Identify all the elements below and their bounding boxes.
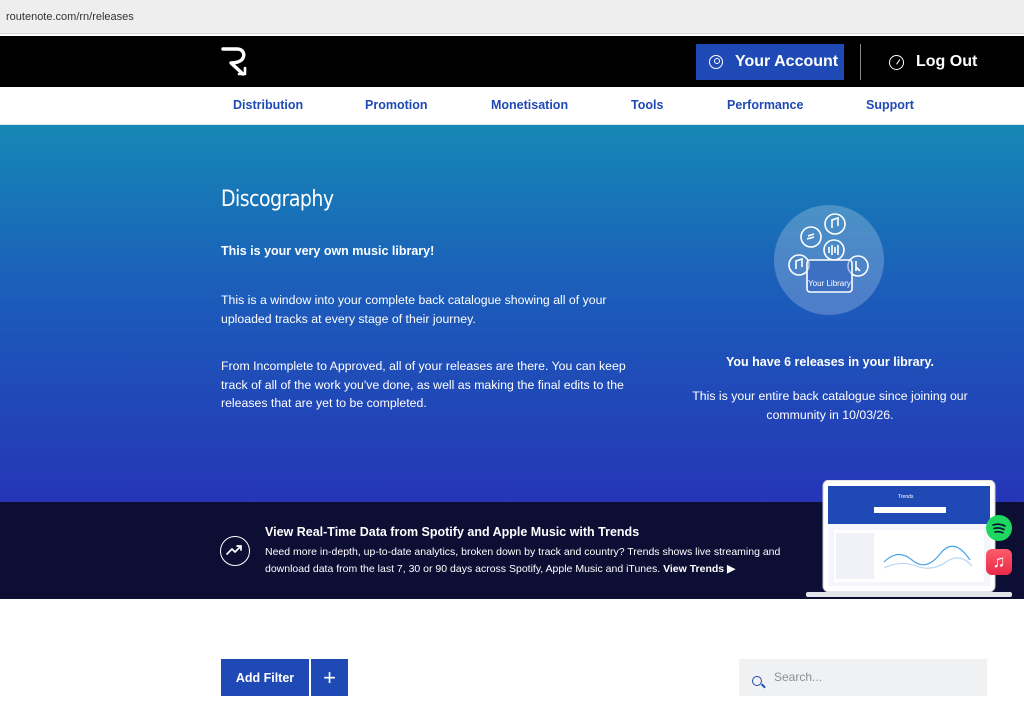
nav-item-performance[interactable]: Performance xyxy=(727,98,804,112)
catalogue-since-text: This is your entire back catalogue since joining our community in 10/03/26. xyxy=(692,389,968,422)
apple-music-icon: ♫ xyxy=(986,549,1012,575)
add-filter-plus-button[interactable]: + xyxy=(311,659,348,696)
your-account-button[interactable] xyxy=(696,44,844,80)
hero-paragraph-2: From Incomplete to Approved, all of your releases are there. You can keep track of all of the work you've done, as well as making the final edits to the releases that are yet to be completed. xyxy=(221,359,626,410)
spotify-icon xyxy=(986,515,1012,541)
view-trends-label: View Trends xyxy=(663,563,725,575)
release-count-text: You have 6 releases in your library. xyxy=(726,355,934,369)
nav-item-tools[interactable]: Tools xyxy=(631,98,664,112)
hero-paragraph-1: This is a window into your complete back catalogue showing all of your uploaded tracks at every stage of their journey. xyxy=(221,293,607,326)
main-nav xyxy=(0,87,1024,125)
search-input[interactable] xyxy=(774,667,974,687)
add-filter-button[interactable]: Add Filter xyxy=(221,659,309,696)
search-box[interactable] xyxy=(739,659,987,696)
trends-body: Need more in-depth, up-to-date analytics, broken down by track and country? Trends shows live streaming and download data from the last 7, 30 or 90 days across Spotify, Apple Music and iTunes. xyxy=(265,546,781,575)
trends-description xyxy=(265,544,795,578)
nav-item-distribution[interactable]: Distribution xyxy=(233,98,304,112)
trends-banner[interactable] xyxy=(0,494,1024,599)
browser-address-bar[interactable] xyxy=(0,0,1024,34)
laptop-preview-title: Trends xyxy=(898,494,914,500)
library-illustration xyxy=(774,205,884,315)
your-library-label: Your Library xyxy=(808,279,851,288)
music-library-icon xyxy=(774,205,884,315)
log-out-button[interactable] xyxy=(889,44,977,80)
logout-icon xyxy=(889,55,904,70)
your-account-label: Your Account xyxy=(735,53,839,70)
header-divider xyxy=(860,44,861,80)
trending-up-icon xyxy=(220,536,250,566)
discography-hero xyxy=(0,125,1024,502)
nav-item-support[interactable]: Support xyxy=(866,98,914,112)
hero-lead: This is your very own music library! xyxy=(221,244,435,258)
log-out-label: Log Out xyxy=(916,53,978,70)
trends-title: View Real-Time Data from Spotify and Apple Music with Trends xyxy=(265,525,640,539)
routenote-logo[interactable] xyxy=(218,44,250,80)
nav-item-monetisation[interactable]: Monetisation xyxy=(491,98,569,112)
user-icon xyxy=(709,55,723,69)
search-icon xyxy=(752,676,762,686)
view-trends-link[interactable]: View Trends ▶ xyxy=(663,563,736,575)
url-text[interactable]: routenote.com/rn/releases xyxy=(6,11,134,23)
top-header xyxy=(0,36,1024,87)
page-title: Discography xyxy=(221,187,334,212)
nav-item-promotion[interactable]: Promotion xyxy=(365,98,428,112)
